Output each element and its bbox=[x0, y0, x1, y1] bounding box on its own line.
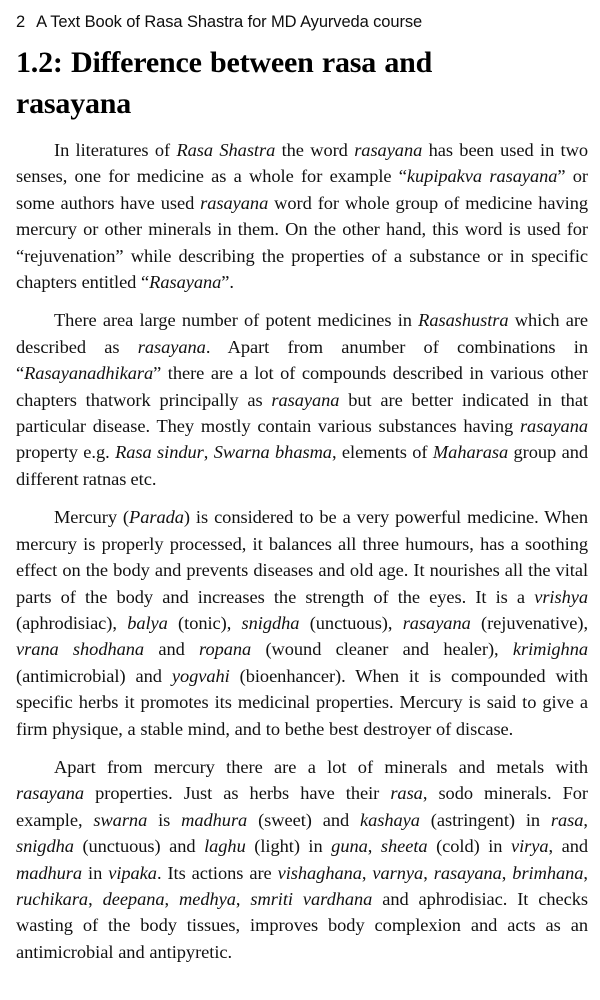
body-paragraph: Mercury (Parada) is considered to be a very powerful medicine. When mercury is properly processed, it balances all three humours, has a soothing effect on the body and prevents diseases and old age. It nourishes all the vital parts of the body and increases the strength of the eyes. It is a vrishya (aphrodisiac), balya (tonic), snigdha (unctuous), rasayana (rejuvenative), vrana shodhana and ropana (wound cleaner and healer), krimighna (antimicrobial) and yogvahi (bioenhancer). When it is compounded with specific herbs it promotes its medicinal properties. Mercury is said to give a firm physique, a stable mind, and to bethe best destroyer of discase. bbox=[16, 507, 588, 739]
page-number: 2 bbox=[16, 13, 26, 31]
page-content bbox=[16, 12, 588, 965]
running-header bbox=[16, 12, 588, 32]
body-paragraph: There area large number of potent medicines in Rasashustra which are described as rasayana. Apart from anumber of combinations in “Rasayanadhikara” there are a lot of compounds described in various other chapters thatwork principally as rasayana but are better indicated in that particular disease. They mostly contain various substances having rasayana property e.g. Rasa sindur, Swarna bhasma, elements of Maharasa group and different ratnas etc. bbox=[16, 310, 589, 489]
body-paragraph: Apart from mercury there are a lot of minerals and metals with rasayana properties. Just as herbs have their rasa, sodo minerals. For example, swarna is madhura (sweet) and kashaya (astringent) in rasa, snigdha (unctuous) and laghu (light) in guna, sheeta (cold) in virya, and madhura in vipaka. Its actions are vishaghana, varnya, rasayana, brimhana, ruchikara, deepana, medhya, smriti vardhana and aphrodisiac. It checks wasting of the body tissues, improves body complexion and acts as an antimicrobial and antipyretic. bbox=[16, 756, 589, 962]
body-paragraph: In literatures of Rasa Shastra the word rasayana has been used in two senses, one for medicine as a whole for example “kupipakva rasayana” or some authors have used rasayana word for whole group of medicine having mercury or other minerals in them. On the other hand, this word is used for “rejuvenation” while describing the properties of a substance or in specific chapters entitled “Rasayana”. bbox=[16, 140, 589, 293]
running-header-title: A Text Book of Rasa Shastra for MD Ayurveda course bbox=[36, 13, 423, 31]
page-title: 1.2: Difference between rasa and rasayana bbox=[16, 46, 433, 120]
